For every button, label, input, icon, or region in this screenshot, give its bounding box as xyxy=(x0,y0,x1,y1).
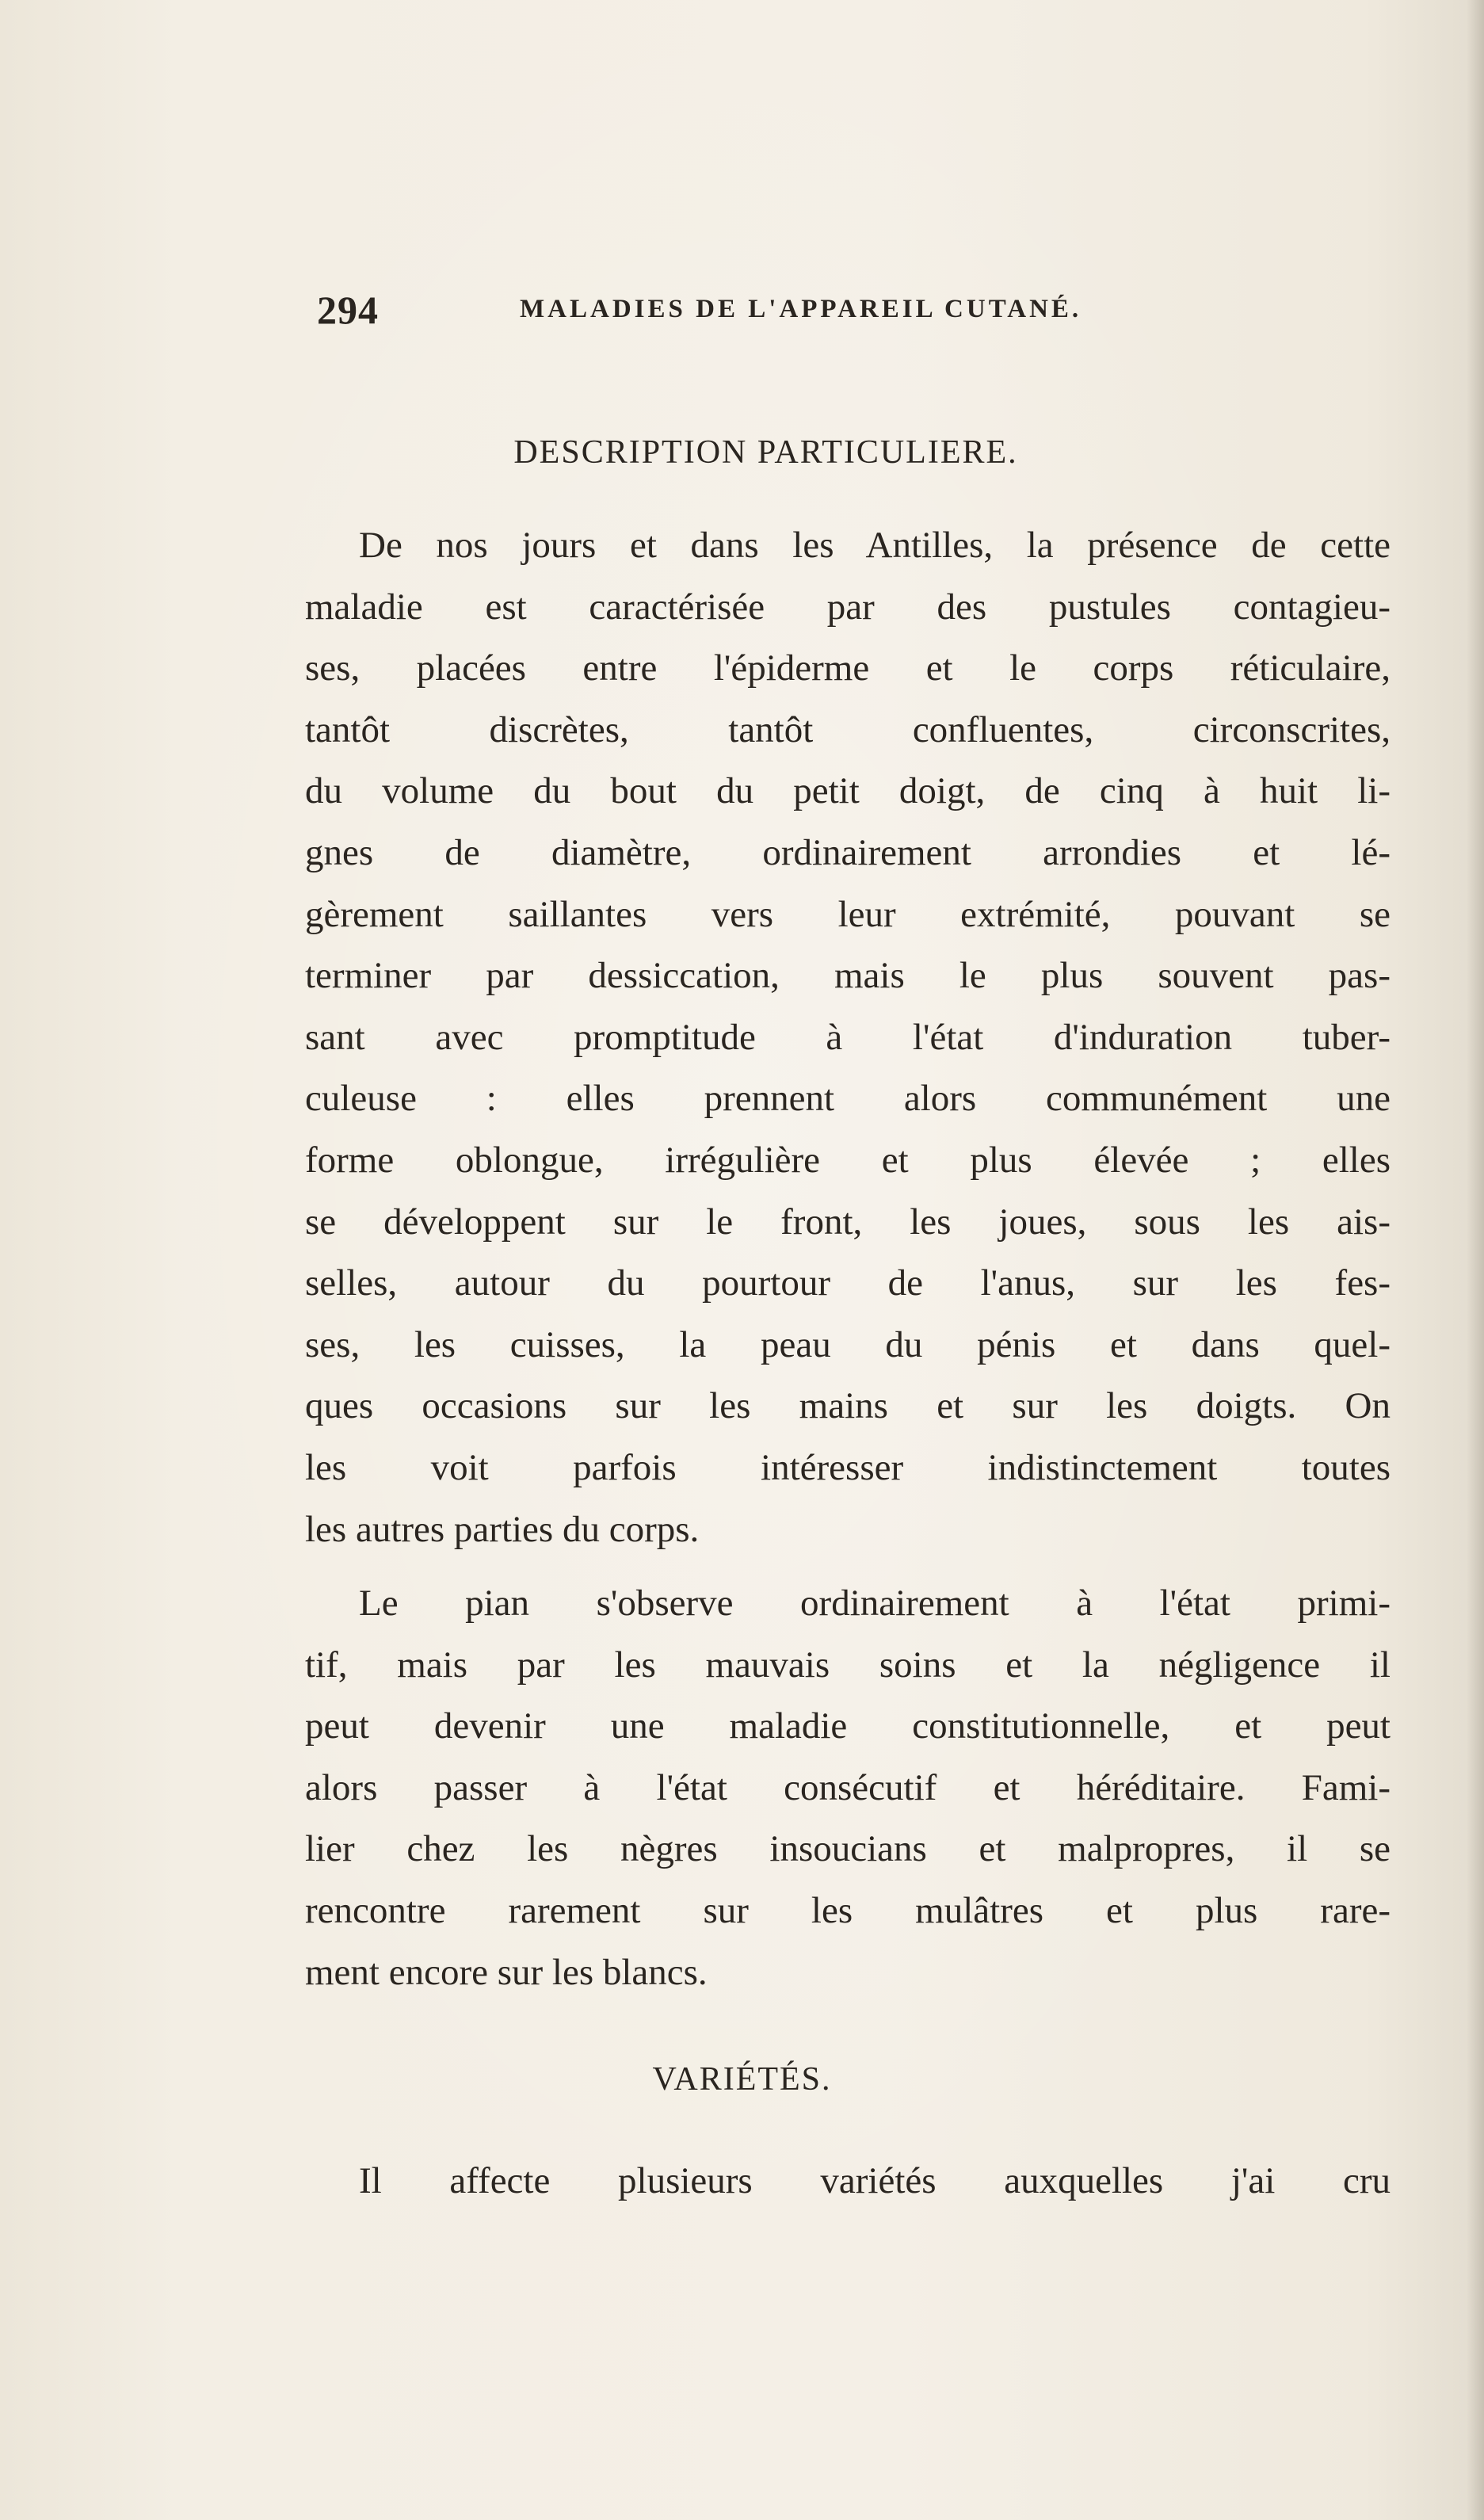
text-line: peut devenir une maladie constitutionnelle, et peut xyxy=(305,1705,1391,1747)
text-line: gèrement saillantes vers leur extrémité, pouvant se xyxy=(305,893,1391,935)
text-line: tantôt discrètes, tantôt confluentes, circonscrites, xyxy=(305,708,1391,750)
text-line: maladie est caractérisée par des pustules contagieu- xyxy=(305,586,1391,628)
text-line: terminer par dessiccation, mais le plus souvent pas- xyxy=(305,955,1391,997)
paragraph-varietes xyxy=(305,2151,1391,2213)
text-line: alors passer à l'état consécutif et héréditaire. Fami- xyxy=(305,1766,1391,1808)
paragraph-pian xyxy=(305,1573,1391,2003)
page-number: 294 xyxy=(317,288,379,332)
text-line: les autres parties du corps. xyxy=(305,1508,700,1550)
paragraph-description xyxy=(305,515,1391,1560)
text-line: Il affecte plusieurs variétés auxquelles j'ai cru xyxy=(359,2160,1391,2201)
text-line: selles, autour du pourtour de l'anus, sur les fes- xyxy=(305,1262,1391,1304)
text-line: culeuse : elles prennent alors communément une xyxy=(305,1078,1391,1120)
text-line: se développent sur le front, les joues, sous les ais- xyxy=(305,1201,1391,1243)
text-line: lier chez les nègres insoucians et malpropres, il se xyxy=(305,1828,1391,1870)
text-line: ment encore sur les blancs. xyxy=(305,1951,708,1993)
text-line: ques occasions sur les mains et sur les doigts. On xyxy=(305,1385,1391,1427)
text-line: forme oblongue, irrégulière et plus élevée ; elles xyxy=(305,1139,1391,1181)
running-title: MALADIES DE L'APPAREIL CUTANÉ. xyxy=(520,295,1082,323)
text-line: sant avec promptitude à l'état d'induration tuber- xyxy=(305,1016,1391,1058)
page-edge-shadow xyxy=(1467,0,1484,2520)
section-heading-description: DESCRIPTION PARTICULIERE. xyxy=(513,434,1018,471)
text-line: tif, mais par les mauvais soins et la négligence il xyxy=(305,1644,1391,1686)
text-line: du volume du bout du petit doigt, de cinq à huit li- xyxy=(305,770,1391,812)
text-line: les voit parfois intéresser indistinctement toutes xyxy=(305,1446,1391,1488)
text-line: rencontre rarement sur les mulâtres et plus rare- xyxy=(305,1889,1391,1931)
text-line: De nos jours et dans les Antilles, la présence de cette xyxy=(359,525,1391,566)
text-line: ses, les cuisses, la peau du pénis et dans quel- xyxy=(305,1323,1391,1365)
text-line: ses, placées entre l'épiderme et le corps réticulaire, xyxy=(305,647,1391,689)
text-line: Le pian s'observe ordinairement à l'état primi- xyxy=(359,1583,1391,1624)
section-heading-varietes: VARIÉTÉS. xyxy=(652,2061,832,2098)
text-line: gnes de diamètre, ordinairement arrondies et lé- xyxy=(305,831,1391,873)
running-header xyxy=(317,287,1212,350)
